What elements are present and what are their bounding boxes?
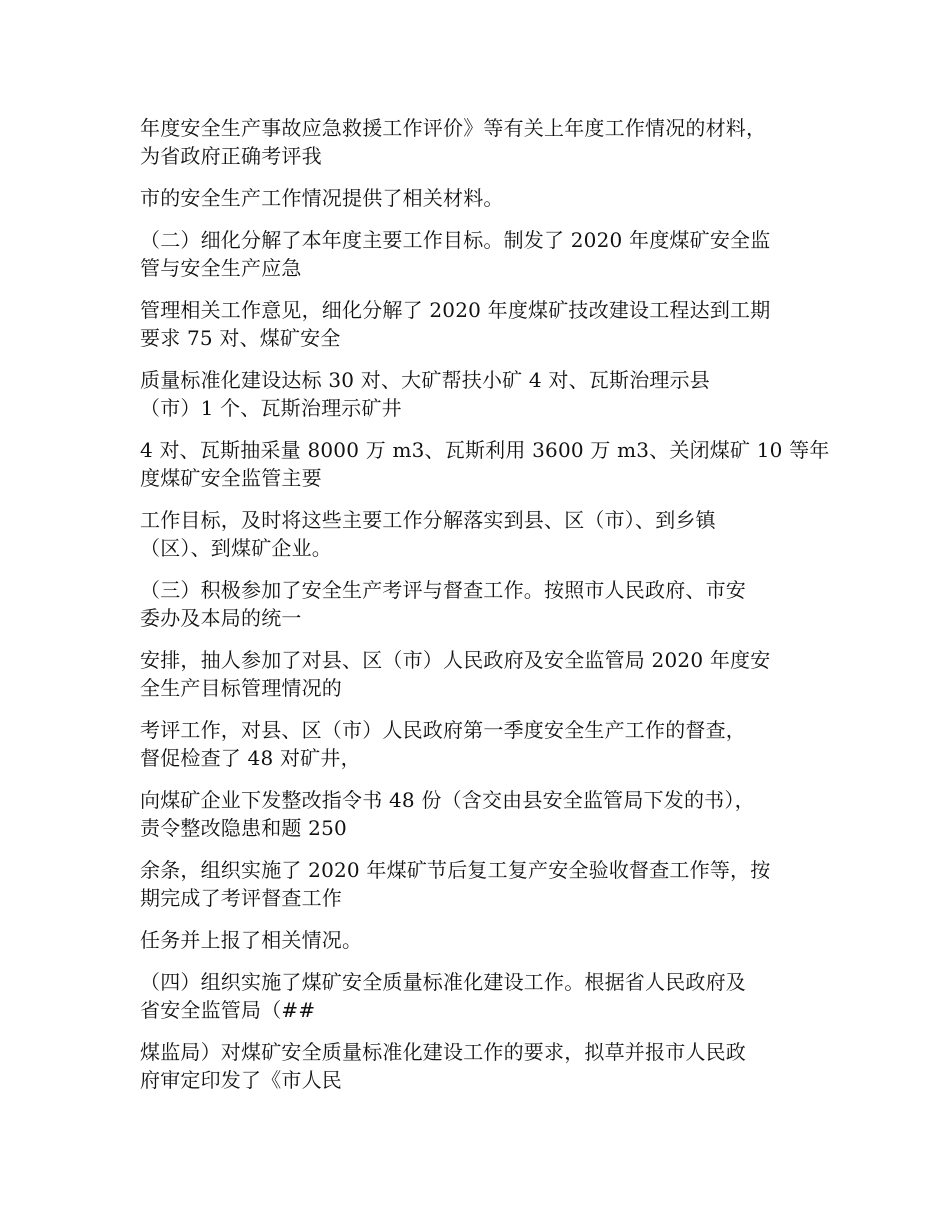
text-line: 委办及本局的统一: [140, 606, 302, 630]
text-line: 为省政府正确考评我: [140, 144, 322, 168]
text-line: （市）1 个、瓦斯治理示矿井: [140, 396, 402, 420]
text-line: 期完成了考评督查工作: [140, 886, 342, 910]
text-line: （三）积极参加了安全生产考评与督查工作。按照市人民政府、市安: [140, 578, 746, 602]
text-line: 安排，抽人参加了对县、区（市）人民政府及安全监管局 2020 年度安: [140, 648, 771, 672]
body-text: [140, 114, 840, 1108]
text-line: 全生产目标管理情况的: [140, 676, 342, 700]
text-line: 府审定印发了《市人民: [140, 1068, 342, 1092]
text-line: （二）细化分解了本年度主要工作目标。制发了 2020 年度煤矿安全监: [140, 228, 771, 252]
text-line: 煤监局）对煤矿安全质量标准化建设工作的要求，拟草并报市人民政: [140, 1040, 746, 1064]
text-line: 任务并上报了相关情况。: [140, 928, 363, 952]
text-line: 管理相关工作意见，细化分解了 2020 年度煤矿技改建设工程达到工期: [140, 298, 771, 322]
text-line: 年度安全生产事故应急救援工作评价》等有关上年度工作情况的材料，: [140, 116, 767, 140]
text-line: 度煤矿安全监管主要: [140, 466, 322, 490]
text-line: 管与安全生产应急: [140, 256, 302, 280]
text-line: 质量标准化建设达标 30 对、大矿帮扶小矿 4 对、瓦斯治理示县: [140, 368, 711, 392]
text-line: （区）、到煤矿企业。: [140, 536, 332, 560]
text-line: 责令整改隐患和题 250: [140, 816, 347, 840]
text-line: 余条，组织实施了 2020 年煤矿节后复工复产安全验收督查工作等，按: [140, 858, 771, 882]
text-line: 市的安全生产工作情况提供了相关材料。: [140, 186, 504, 210]
text-line: 4 对、瓦斯抽采量 8000 万 m3、瓦斯利用 3600 万 m3、关闭煤矿 10 等年: [140, 438, 830, 462]
text-line: 工作目标，及时将这些主要工作分解落实到县、区（市）、到乡镇: [140, 508, 716, 532]
text-line: 向煤矿企业下发整改指令书 48 份（含交由县安全监管局下发的书），: [140, 788, 755, 812]
text-line: 要求 75 对、煤矿安全: [140, 326, 341, 350]
text-line: 省安全监管局（##: [140, 998, 316, 1022]
text-line: （四）组织实施了煤矿安全质量标准化建设工作。根据省人民政府及: [140, 970, 746, 994]
text-line: 督促检查了 48 对矿井，: [140, 746, 361, 770]
text-line: 考评工作，对县、区（市）人民政府第一季度安全生产工作的督查，: [140, 718, 746, 742]
